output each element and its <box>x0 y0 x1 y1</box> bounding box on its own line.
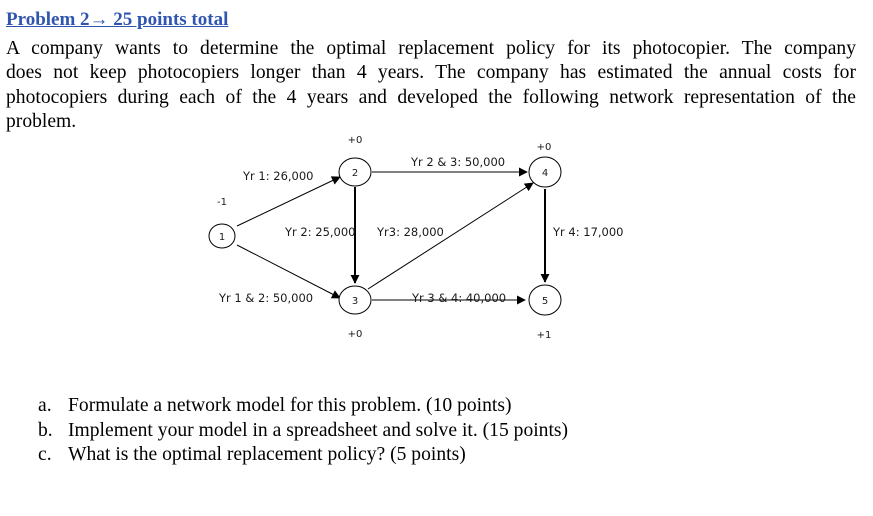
node-2-supply: +0 <box>347 135 363 146</box>
node-3-label: 3 <box>351 296 359 307</box>
node-4 <box>529 157 561 187</box>
node-3 <box>339 286 371 314</box>
node-2-label: 2 <box>351 168 359 179</box>
node-1 <box>209 224 235 248</box>
description-line: problem. <box>6 111 77 133</box>
description-line: A company wants to determine the optimal replacement policy for its photocopier. The company <box>6 38 856 59</box>
node-4-label: 4 <box>541 168 549 179</box>
question-c <box>38 443 568 468</box>
node-5 <box>529 285 561 315</box>
question-b <box>38 419 568 444</box>
node-2 <box>339 158 371 186</box>
description-line: does not keep photocopiers longer than 4 years. The company has estimated the annual costs for <box>6 62 856 84</box>
node-5-supply: +1 <box>536 330 552 341</box>
node-4-supply: +0 <box>536 142 552 153</box>
question-text: Formulate a network model for this problem. (10 points) <box>68 395 512 416</box>
arc-4-5-label: Yr 4: 17,000 <box>553 225 624 239</box>
arc-2-3-label: Yr 2: 25,000 <box>285 225 356 239</box>
arc-1-2 <box>237 177 340 226</box>
problem-heading: Problem 2→ 25 points total <box>6 9 229 30</box>
arc-3-4-label: Yr3: 28,000 <box>377 225 444 239</box>
question-a <box>38 394 568 419</box>
question-text: What is the optimal replacement policy? (5 points) <box>68 444 466 465</box>
node-1-label: 1 <box>218 232 226 243</box>
node-5-label: 5 <box>541 296 549 307</box>
question-letter: a. <box>38 395 52 416</box>
node-1-supply: -1 <box>217 197 227 208</box>
node-3-supply: +0 <box>347 329 363 340</box>
arc-2-4-label: Yr 2 & 3: 50,000 <box>411 155 506 169</box>
question-letter: b. <box>38 419 53 441</box>
question-text: Implement your model in a spreadsheet and solve it. (15 points) <box>68 419 569 441</box>
question-letter: c. <box>38 444 52 465</box>
arc-1-2-label: Yr 1: 26,000 <box>243 169 314 183</box>
description-line: photocopiers during each of the 4 years and developed the following network representation of the <box>6 86 856 108</box>
question-list <box>38 394 568 468</box>
arc-3-5-label: Yr 3 & 4: 40,000 <box>412 291 507 305</box>
arc-1-3-label: Yr 1 & 2: 50,000 <box>219 291 314 305</box>
